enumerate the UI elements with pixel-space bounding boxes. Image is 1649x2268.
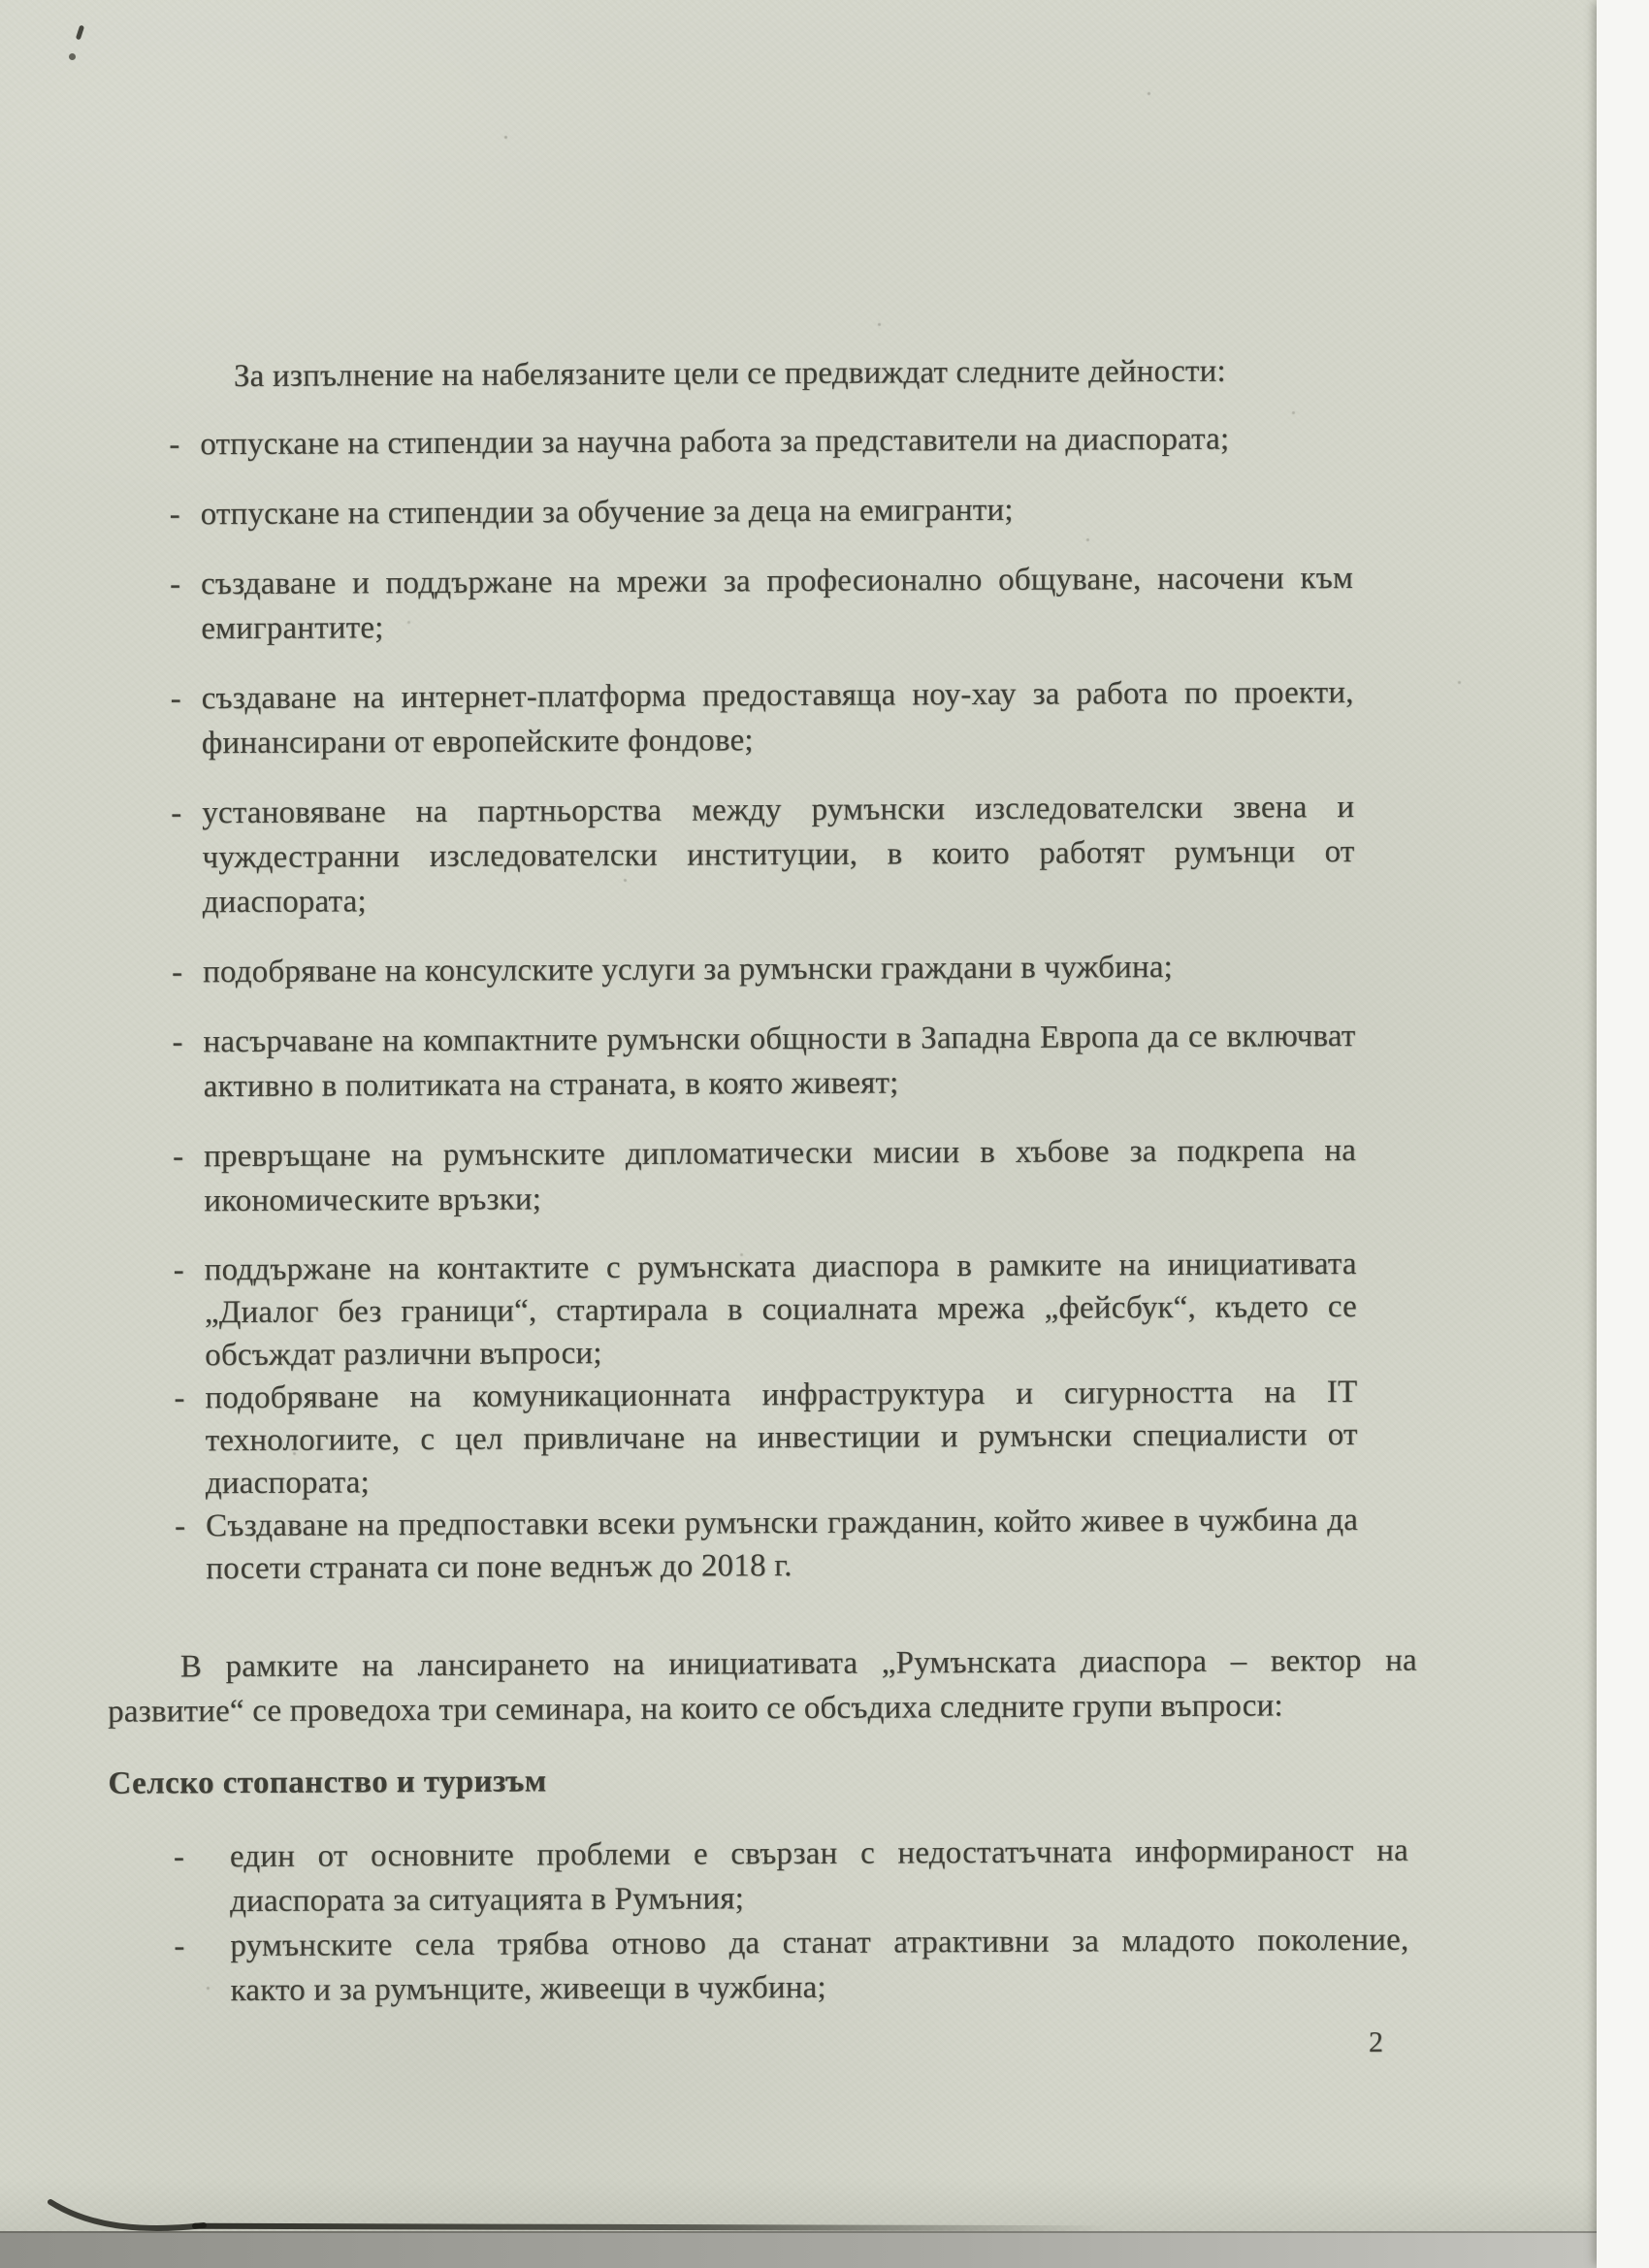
agriculture-list (173, 1829, 1409, 2013)
section-heading: Селско стопанство и туризъм (108, 1764, 547, 1801)
list-item (173, 1243, 1358, 1377)
item-line: диаспората; (202, 884, 367, 921)
list-item (171, 785, 1355, 924)
item-line: активно в политиката на страната, в която живеят; (203, 1065, 899, 1105)
item-line: обсъждат различни въпроси; (205, 1336, 602, 1374)
list-item (173, 1829, 1408, 1924)
list-item (169, 556, 1354, 651)
list-item (172, 1014, 1356, 1109)
list-item (174, 1918, 1409, 2013)
item-line: посети страната си поне веднъж до 2018 г. (206, 1548, 792, 1587)
dash-bullet: - (169, 497, 180, 533)
seminars-paragraph (108, 1638, 1417, 1734)
dash-bullet: - (173, 1839, 185, 1875)
dash-bullet: - (175, 1508, 186, 1544)
item-line: установяване на партньорства между румънски изследователски звена и (202, 789, 1355, 831)
list-item (170, 670, 1354, 765)
dash-bullet: - (173, 1139, 184, 1175)
item-line: подобряване на комуникационната инфраструктура и сигурността на IT (205, 1374, 1358, 1416)
dash-bullet: - (174, 1928, 185, 1964)
dash-bullet: - (169, 427, 180, 463)
dash-bullet: - (172, 955, 183, 990)
ink-dot (69, 53, 76, 60)
list-item (169, 486, 1353, 536)
intro-paragraph: За изпълнение на набелязаните цели се предвиждат следните дейности: (233, 353, 1226, 395)
list-item (174, 1371, 1358, 1505)
dash-bullet: - (173, 1252, 185, 1288)
item-line: диаспората; (205, 1465, 371, 1502)
dash-bullet: - (172, 1024, 183, 1060)
page-number: 2 (1368, 2025, 1384, 2058)
item-line: финансирани от европейските фондове; (201, 723, 754, 761)
item-line: подобряване на консулските услуги за румънски граждани в чужбина; (203, 949, 1174, 990)
item-line: диаспората за ситуацията в Румъния; (230, 1881, 745, 1920)
list-item (172, 944, 1355, 994)
item-line: един от основните проблеми е свързан с недостатъчната информираност на (229, 1832, 1408, 1875)
scan-edge-strip (1597, 0, 1649, 2268)
item-line: създаване на интернет-платформа предоставяща ноу-хау за работа по проекти, (201, 674, 1354, 717)
paper-specks (0, 0, 3, 3)
list-item (169, 416, 1352, 467)
item-line: както и за румънците, живеещи в чужбина; (230, 1969, 826, 2009)
list-item (175, 1499, 1359, 1590)
item-line: емигрантите; (201, 610, 384, 647)
item-line: чуждестранни изследователски институции, в които работят румънци от (202, 833, 1355, 876)
item-line: отпускане на стипендии за научна работа за представители на диаспората; (200, 421, 1230, 463)
item-line: Създаване на предпоставки всеки румънски гражданин, който живее в чужбина да (206, 1502, 1359, 1544)
activities-list (169, 416, 1359, 1590)
item-line: насърчаване на компактните румънски общности в Западна Европа да се включват (203, 1018, 1356, 1060)
item-line: технологиите, с цел привличане на инвестиции и румънски специалисти от (205, 1416, 1358, 1459)
item-line: превръщане на румънските дипломатически мисии в хъбове за подкрепа на (204, 1132, 1357, 1175)
item-line: „Диалог без граници“, стартирала в социалната мрежа „фейсбук“, където се (204, 1288, 1358, 1331)
dash-bullet: - (171, 795, 182, 831)
dash-bullet: - (169, 567, 181, 602)
paragraph-line: развитие“ се проведоха три семинара, на които се обсъдиха следните групи въпроси: (108, 1688, 1283, 1730)
scan-bottom-band (0, 2231, 1649, 2268)
dash-bullet: - (170, 681, 181, 717)
item-line: румънските села трябва отново да станат атрактивни за младото поколение, (230, 1922, 1409, 1964)
item-line: икономическите връзки; (204, 1182, 542, 1219)
item-line: отпускане на стипендии за обучение за деца на емигранти; (200, 492, 1014, 533)
item-line: поддържане на контактите с румънската диаспора в рамките на инициативата (204, 1246, 1357, 1288)
dash-bullet: - (174, 1380, 185, 1416)
item-line: създаване и поддържане на мрежи за професионално общуване, насочени към (200, 560, 1354, 602)
paragraph-line: В рамките на лансирането на инициативата „Румънската диаспора – вектор на (179, 1642, 1417, 1685)
list-item (173, 1128, 1357, 1223)
